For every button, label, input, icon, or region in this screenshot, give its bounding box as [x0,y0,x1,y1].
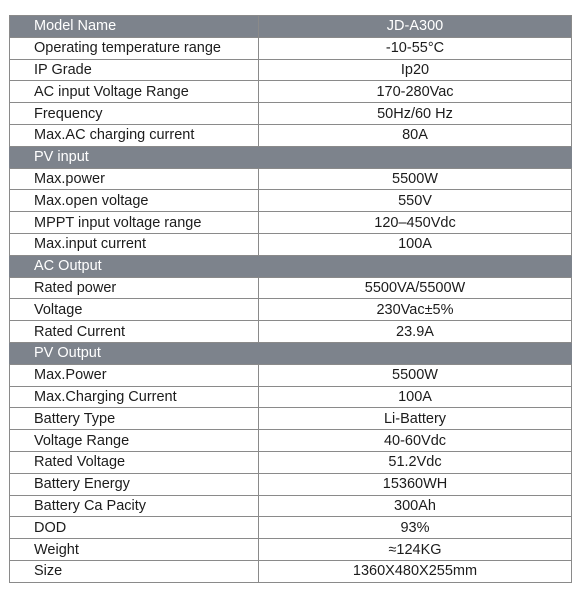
spec-value-cell: 1360X480X255mm [259,560,572,582]
table-row [10,451,572,473]
spec-value-cell: 120–450Vdc [259,212,572,234]
spec-value-cell: 40-60Vdc [259,430,572,452]
table-row [10,364,572,386]
table-row [10,168,572,190]
spec-label-cell: Rated Current [10,321,259,343]
section-spacer-cell [259,146,572,168]
section-spacer-cell [259,342,572,364]
spec-value-cell: Li-Battery [259,408,572,430]
table-row [10,408,572,430]
spec-label-cell: Max.power [10,168,259,190]
section-title: PV Output [10,342,259,364]
spec-label-cell: Max.AC charging current [10,124,259,146]
spec-value-cell: 93% [259,517,572,539]
table-row [10,495,572,517]
spec-value-cell: ≈124KG [259,539,572,561]
spec-label-cell: MPPT input voltage range [10,212,259,234]
spec-value-cell: 5500W [259,168,572,190]
spec-label-cell: DOD [10,517,259,539]
spec-label-cell: Weight [10,539,259,561]
section-title: AC Output [10,255,259,277]
spec-label-cell: Max.Power [10,364,259,386]
spec-label-cell: Voltage [10,299,259,321]
spec-value-cell: 5500VA/5500W [259,277,572,299]
spec-label-cell: Rated Voltage [10,451,259,473]
spec-value-cell: 50Hz/60 Hz [259,103,572,125]
table-row [10,59,572,81]
spec-label-cell: Battery Energy [10,473,259,495]
spec-label-cell: Battery Ca Pacity [10,495,259,517]
table-row [10,473,572,495]
table-row [10,321,572,343]
table-row [10,277,572,299]
section-title: PV input [10,146,259,168]
spec-value-cell: -10-55°C [259,37,572,59]
spec-label-cell: Size [10,560,259,582]
spec-label-cell: Operating temperature range [10,37,259,59]
section-header-row [10,255,572,277]
spec-label-cell: AC input Voltage Range [10,81,259,103]
spec-label-cell: Voltage Range [10,430,259,452]
header-value-cell: JD-A300 [259,16,572,38]
spec-value-cell: 100A [259,386,572,408]
spec-label-cell: IP Grade [10,59,259,81]
header-label-cell: Model Name [10,16,259,38]
spec-value-cell: Ip20 [259,59,572,81]
spec-value-cell: 80A [259,124,572,146]
table-row [10,299,572,321]
spec-value-cell: 550V [259,190,572,212]
table-row [10,430,572,452]
spec-label-cell: Max.Charging Current [10,386,259,408]
table-row [10,37,572,59]
table-header-row [10,16,572,38]
table-row [10,103,572,125]
table-row [10,539,572,561]
spec-table [9,15,572,583]
table-row [10,386,572,408]
spec-label-cell: Rated power [10,277,259,299]
section-spacer-cell [259,255,572,277]
spec-label-cell: Battery Type [10,408,259,430]
table-row [10,233,572,255]
spec-label-cell: Max.input current [10,233,259,255]
spec-value-cell: 170-280Vac [259,81,572,103]
spec-value-cell: 23.9A [259,321,572,343]
section-header-row [10,342,572,364]
section-header-row [10,146,572,168]
table-row [10,212,572,234]
table-row [10,560,572,582]
spec-value-cell: 5500W [259,364,572,386]
table-row [10,190,572,212]
table-row [10,81,572,103]
spec-label-cell: Max.open voltage [10,190,259,212]
spec-table-body [10,16,572,583]
table-row [10,124,572,146]
spec-value-cell: 51.2Vdc [259,451,572,473]
spec-value-cell: 100A [259,233,572,255]
spec-value-cell: 230Vac±5% [259,299,572,321]
spec-value-cell: 15360WH [259,473,572,495]
spec-label-cell: Frequency [10,103,259,125]
spec-value-cell: 300Ah [259,495,572,517]
table-row [10,517,572,539]
